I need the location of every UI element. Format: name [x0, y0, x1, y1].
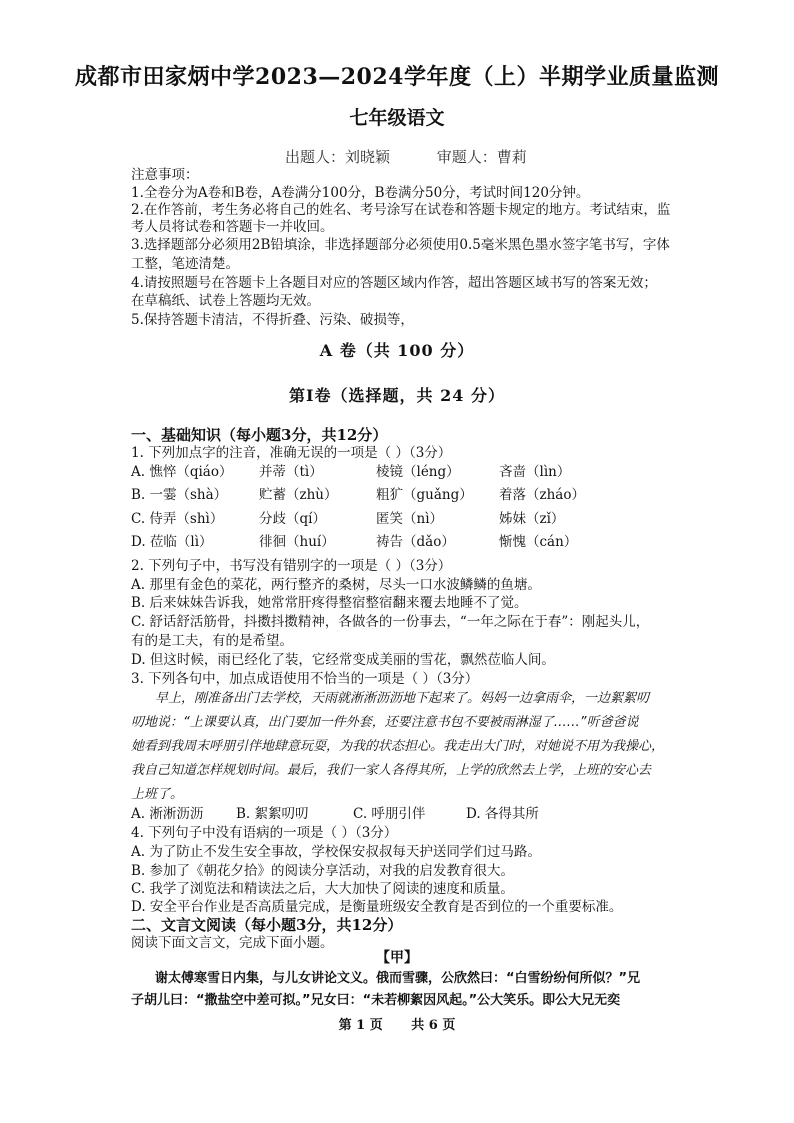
- page-number: 第 1 页: [338, 1018, 383, 1033]
- q1-row-d: [131, 533, 691, 551]
- q3-passage-line: 叨地说：“上课要认真，出门要加一件外套，还要注意书包不要被雨淋湿了……”听爸爸说: [131, 715, 639, 730]
- q1-d-4: 惭愧（cán）: [499, 534, 578, 550]
- q4-option: A. 为了防止不发生安全事故，学校保安叔叔每天护送同学们过马路。: [131, 844, 541, 860]
- q3-passage-line: 我自己知道怎样规划时间。最后，我们一家人各得其所，上学的欣然去上学，上班的安心去: [131, 763, 652, 778]
- q3-options: [131, 805, 691, 823]
- note-line: 2.在作答前，考生务必将自己的姓名、考号涂写在试卷和答题卡规定的地方。考试结束，监: [131, 202, 671, 218]
- q4-option: B. 参加了《朝花夕拾》的阅读分享活动，对我的启发教育很大。: [131, 863, 515, 879]
- q3-option-b: B. 絮絮叨叨: [236, 806, 309, 822]
- q1-b-1: B. 一霎（shà）: [131, 487, 228, 503]
- q1-row-b: [131, 486, 691, 504]
- authors-line: [285, 146, 569, 167]
- part2-intro: 阅读下面文言文，完成下面小题。: [131, 935, 334, 951]
- note-line: 3.选择题部分必须用2B铅填涂，非选择题部分必须使用0.5毫米黑色墨水签字笔书写，字体: [131, 237, 670, 253]
- q1-a-4: 吝啬（lìn）: [499, 464, 571, 480]
- q2-stem: 2. 下列句子中，书写没有错别字的一项是（ ）（3分）: [131, 558, 452, 574]
- q3-passage-line: 她看到我周末呼朋引伴地肆意玩耍，为我的状态担心。我走出大门时，对她说不用为我操心，: [131, 739, 665, 754]
- q3-passage-line: 早上，刚准备出门去学校，天雨就淅淅沥沥地下起来了。妈妈一边拿雨伞，一边絮絮叨: [155, 691, 650, 706]
- page-footer: [0, 1014, 794, 1033]
- q1-c-4: 姊妹（zǐ）: [499, 511, 565, 527]
- q3-option-d: D. 各得其所: [466, 806, 539, 822]
- q2-option: C. 舒话舒活筋骨，抖擞抖擞精神，各做各的一份事去，“一年之际在于春”：刚起头儿，: [131, 614, 650, 630]
- q3-passage-line: 上班了。: [131, 787, 184, 802]
- q1-d-1: D. 莅临（lì）: [131, 534, 213, 550]
- q1-a-1: A. 憔悴（qiáo）: [131, 464, 233, 480]
- q4-option: D. 安全平台作业是否高质量完成，是衡量班级安全教育是否到位的一个重要标准。: [131, 899, 623, 915]
- q1-stem: 1. 下列加点字的注音，准确无误的一项是（ ）（3分）: [131, 445, 452, 461]
- q2-option-cont: 有的是工夫，有的是希望。: [131, 633, 293, 649]
- q1-row-a: [131, 463, 691, 481]
- exam-subtitle: 七年级语文: [349, 107, 445, 129]
- q1-c-1: C. 侍弄（shì）: [131, 511, 224, 527]
- q4-option: C. 我学了浏览法和精读法之后，大大加快了阅读的速度和质量。: [131, 881, 514, 897]
- author: 出题人：刘晓颖: [285, 148, 391, 166]
- q1-a-2: 并蒂（tì）: [259, 464, 323, 480]
- part2-heading: 二、文言文阅读（每小题3分，共12分）: [131, 916, 403, 934]
- section-i-heading: 第Ⅰ卷（选择题，共 24 分）: [289, 386, 505, 405]
- note-line: 4.请按照题号在答题卡上各题目对应的答题区域内作答，超出答题区域书写的答案无效；: [131, 275, 657, 291]
- note-line: 考人员将试卷和答题卡一并收回。: [131, 219, 334, 235]
- q1-d-3: 祷告（dǎo）: [376, 534, 455, 550]
- reviewer: 审题人：曹莉: [436, 148, 527, 166]
- q2-option: D. 但这时候，雨已经化了装，它经常变成美丽的雪花，飘然莅临人间。: [131, 652, 555, 668]
- q1-b-4: 着落（zháo）: [499, 487, 585, 503]
- exam-title: 成都市田家炳中学2023—2024学年度（上）半期学业质量监测: [75, 64, 719, 90]
- q1-b-2: 贮蓄（zhù）: [259, 487, 338, 503]
- q1-a-3: 棱镜（léng）: [376, 464, 460, 480]
- passage-line: 子胡儿曰：“撒盐空中差可拟。”兄女曰：“未若柳絮因风起。”公大笑乐。即公大兄无奕: [131, 993, 621, 1008]
- q3-stem: 3. 下列各句中，加点成语使用不恰当的一项是（ ）（3分）: [131, 671, 479, 687]
- note-line: 5.保持答题卡清洁，不得折叠、污染、破损等，: [131, 312, 414, 328]
- part1-heading: 一、基础知识（每小题3分，共12分）: [131, 426, 388, 444]
- note-line: 工整，笔迹清楚。: [131, 256, 239, 272]
- note-line: 在草稿纸、试卷上答题均无效。: [131, 293, 320, 309]
- q1-d-2: 徘徊（huí）: [259, 534, 335, 550]
- q1-row-c: [131, 510, 691, 528]
- q1-c-2: 分歧（qí）: [259, 511, 326, 527]
- notes-title: 注意事项：: [131, 167, 199, 183]
- note-line: 1.全卷分为A卷和B卷，A卷满分100分，B卷满分50分，考试时间120分钟。: [131, 185, 590, 201]
- q2-option: B. 后来妹妹告诉我，她常常肝疼得整宿整宿翻来覆去地睡不了觉。: [131, 595, 528, 611]
- q4-stem: 4. 下列句子中没有语病的一项是（ ）（3分）: [131, 825, 398, 841]
- passage-label: 【甲】: [376, 950, 418, 966]
- passage-line: 谢太傅寒雪日内集，与儿女讲论文义。俄而雪骤，公欣然曰：“白雪纷纷何所似？”兄: [155, 971, 641, 986]
- q1-b-3: 粗犷（guǎng）: [376, 487, 473, 503]
- q3-option-a: A. 淅淅沥沥: [131, 806, 204, 822]
- q2-option: A. 那里有金色的菜花，两行整齐的桑树，尽头一口水波鳞鳞的鱼塘。: [131, 577, 541, 593]
- section-a-heading: A 卷（共 100 分）: [319, 341, 475, 360]
- q1-c-3: 匿笑（nì）: [376, 511, 444, 527]
- q3-option-c: C. 呼朋引伴: [353, 806, 426, 822]
- page-total: 共 6 页: [411, 1018, 456, 1033]
